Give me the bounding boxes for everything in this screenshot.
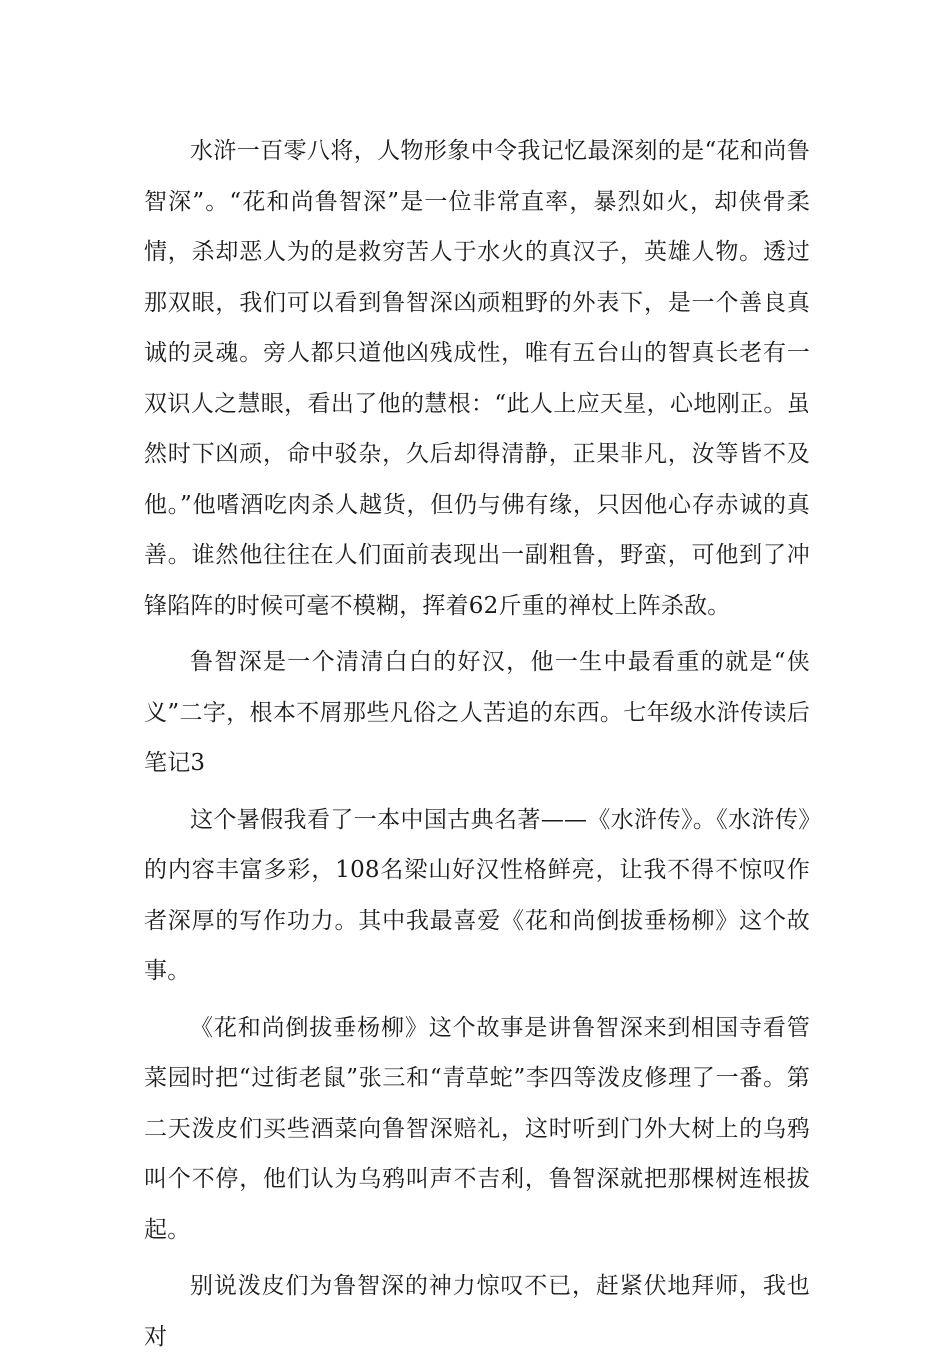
paragraph-5: 别说泼皮们为鲁智深的神力惊叹不已，赶紧伏地拜师，我也对	[144, 1273, 810, 1350]
paragraph-2: 鲁智深是一个清清白白的好汉，他一生中最看重的就是“侠义”二字，根本不屑那些凡俗之人苦追的东西。七年级水浒传读后笔记3	[144, 649, 810, 776]
paragraph-1: 水浒一百零八将，人物形象中令我记忆最深刻的是“花和尚鲁智深”。“花和尚鲁智深”是一位非常直率，暴烈如火，却侠骨柔情，杀却恶人为的是救穷苦人于水火的真汉子，英雄人物。透过那双眼，我们可以看到鲁智深凶顽粗野的外表下，是一个善良真诚的灵魂。旁人都只道他凶残成性，唯有五台山的智真长老有一双识人之慧眼，看出了他的慧根：“此人上应天星，心地刚正。虽然时下凶顽，命中驳杂，久后却得清静，正果非凡，汝等皆不及他。”他嗜酒吃肉杀人越货，但仍与佛有缘，只因他心存赤诚的真善。谁然他往往在人们面前表现出一副粗鲁，野蛮，可他到了冲锋陷阵的时候可毫不模糊，挥着62斤重的禅杖上阵杀敌。	[144, 138, 810, 619]
paragraph-3: 这个暑假我看了一本中国古典名著——《水浒传》。《水浒传》的内容丰富多彩，108名梁山好汉性格鲜亮，让我不得不惊叹作者深厚的写作功力。其中我最喜爱《花和尚倒拔垂杨柳》这个故事。	[144, 806, 810, 984]
document-body	[144, 126, 810, 1368]
paragraph-4: 《花和尚倒拔垂杨柳》这个故事是讲鲁智深来到相国寺看管菜园时把“过街老鼠”张三和“青草蛇”李四等泼皮修理了一番。第二天泼皮们买些酒菜向鲁智深赔礼，这时听到门外大树上的乌鸦叫个不停，他们认为乌鸦叫声不吉利，鲁智深就把那棵树连根拔起。	[144, 1014, 810, 1243]
